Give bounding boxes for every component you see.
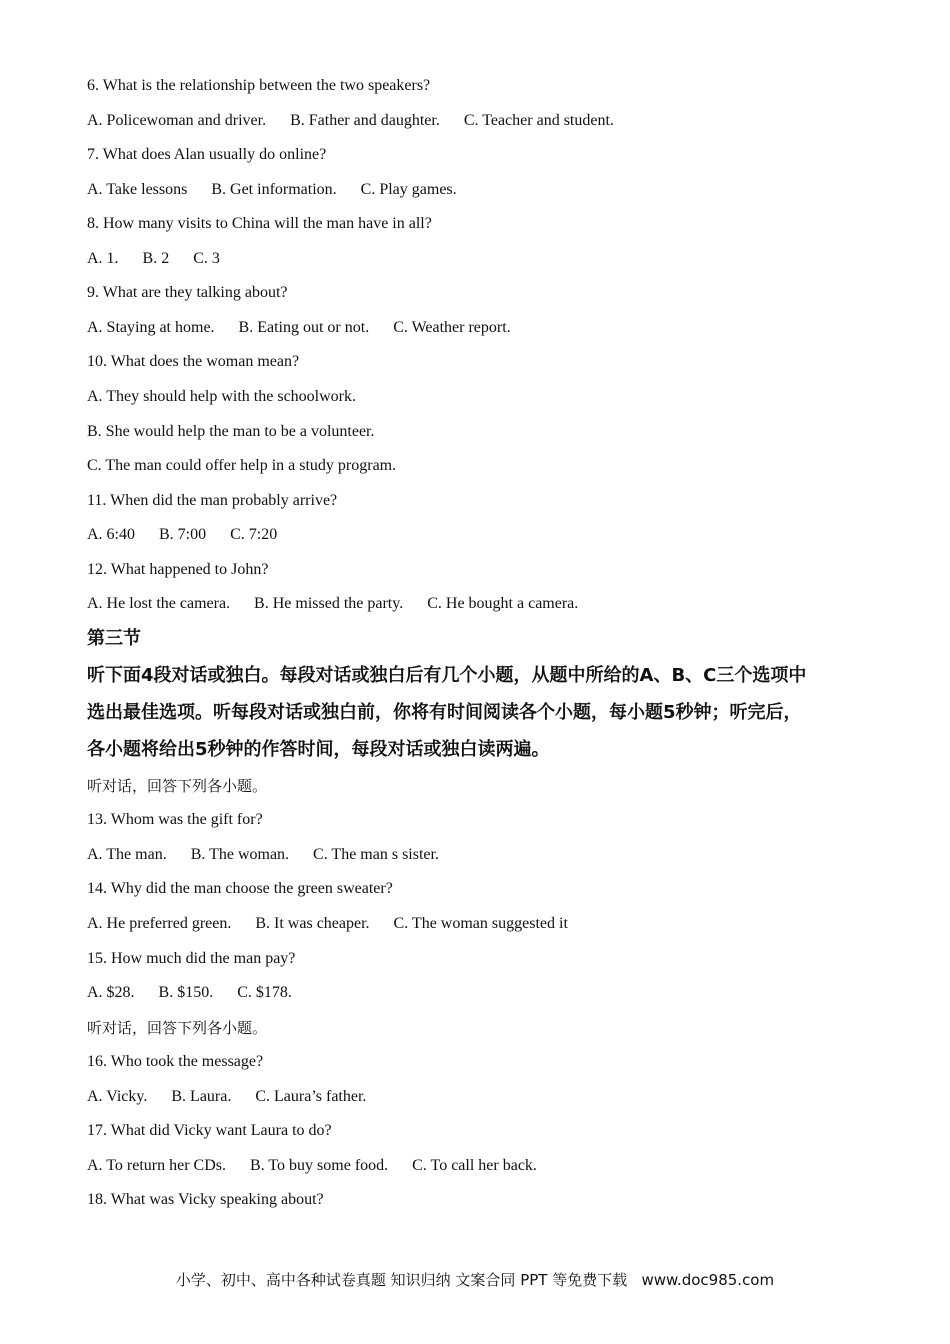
question-12: 12. What happened to John? [87, 561, 269, 578]
instructions-line-1: 听下面4段对话或独白。每段对话或独白后有几个小题，从题中所给的A、B、C三个选项中 [87, 665, 807, 686]
options-6: A. Policewoman and driver. B. Father and daughter. C. Teacher and student. [87, 112, 614, 129]
question-6: 6. What is the relationship between the two speakers? [87, 77, 431, 94]
instructions-line-2: 选出最佳选项。听每段对话或独白前，你将有时间阅读各个小题，每小题5秒钟；听完后， [87, 702, 802, 723]
question-15: 15. How much did the man pay? [87, 950, 296, 967]
dialogue-prompt-2: 听对话，回答下列各小题。 [87, 1019, 268, 1037]
question-14: 14. Why did the man choose the green sweater? [87, 880, 393, 897]
dialogue-prompt-1: 听对话，回答下列各小题。 [87, 777, 268, 795]
question-7: 7. What does Alan usually do online? [87, 146, 327, 163]
options-8: A. 1. B. 2 C. 3 [87, 250, 220, 267]
options-16: A. Vicky. B. Laura. C. Laura’s father. [87, 1088, 367, 1105]
option-10b: B. She would help the man to be a volunteer. [87, 423, 375, 440]
instructions-line-3: 各小题将给出5秒钟的作答时间，每段对话或独白读两遍。 [87, 739, 550, 760]
options-7: A. Take lessons B. Get information. C. Play games. [87, 181, 457, 198]
question-17: 17. What did Vicky want Laura to do? [87, 1122, 332, 1139]
section-title: 第三节 [87, 628, 141, 649]
options-12: A. He lost the camera. B. He missed the party. C. He bought a camera. [87, 595, 579, 612]
options-9: A. Staying at home. B. Eating out or not. C. Weather report. [87, 319, 511, 336]
question-10: 10. What does the woman mean? [87, 353, 300, 370]
question-11: 11. When did the man probably arrive? [87, 492, 338, 509]
options-14: A. He preferred green. B. It was cheaper. C. The woman suggested it [87, 915, 568, 932]
question-8: 8. How many visits to China will the man have in all? [87, 215, 432, 232]
options-15: A. $28. B. $150. C. $178. [87, 984, 292, 1001]
options-17: A. To return her CDs. B. To buy some food. C. To call her back. [87, 1157, 537, 1174]
options-11: A. 6:40 B. 7:00 C. 7:20 [87, 526, 278, 543]
question-13: 13. Whom was the gift for? [87, 811, 263, 828]
question-9: 9. What are they talking about? [87, 284, 288, 301]
option-10c: C. The man could offer help in a study program. [87, 457, 397, 474]
page-footer: 小学、初中、高中各种试卷真题 知识归纳 文案合同 PPT 等免费下载 www.doc985.com [175, 1271, 775, 1289]
question-16: 16. Who took the message? [87, 1053, 264, 1070]
question-18: 18. What was Vicky speaking about? [87, 1191, 324, 1208]
option-10a: A. They should help with the schoolwork. [87, 388, 357, 405]
options-13: A. The man. B. The woman. C. The man s sister. [87, 846, 439, 863]
